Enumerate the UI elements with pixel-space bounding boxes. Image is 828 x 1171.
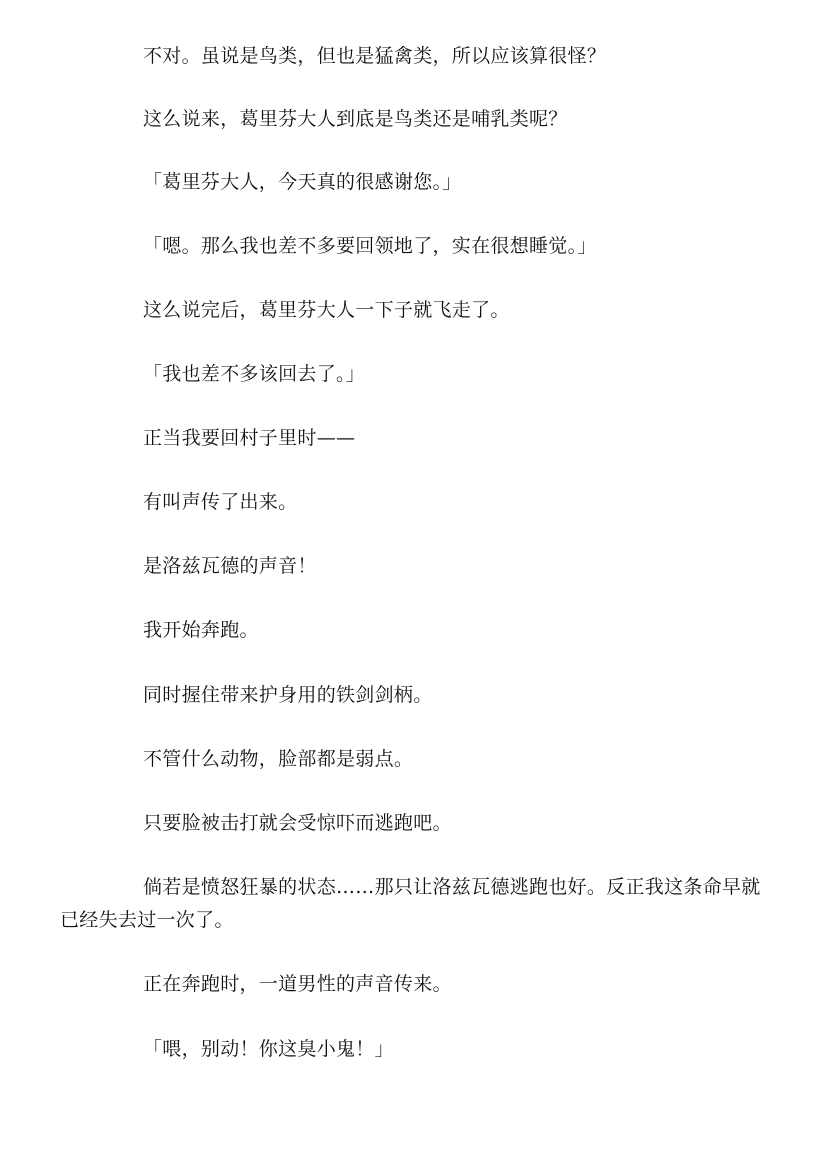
paragraph-7: 正当我要回村子里时—— bbox=[143, 427, 356, 449]
paragraph-16: 「喂，别动！你这臭小鬼！」 bbox=[143, 1038, 394, 1060]
paragraph-4: 「嗯。那么我也差不多要回领地了，实在很想睡觉。」 bbox=[143, 235, 597, 257]
paragraph-15: 正在奔跑时，一道男性的声音传来。 bbox=[143, 973, 452, 995]
paragraph-6: 「我也差不多该回去了。」 bbox=[143, 363, 366, 385]
paragraph-3: 「葛里芬大人，今天真的很感谢您。」 bbox=[143, 171, 462, 193]
paragraph-1: 不对。虽说是鸟类，但也是猛禽类，所以应该算很怪？ bbox=[143, 45, 607, 67]
paragraph-10: 我开始奔跑。 bbox=[143, 619, 259, 641]
paragraph-9: 是洛兹瓦德的声音！ bbox=[143, 555, 317, 577]
paragraph-2: 这么说来，葛里芬大人到底是鸟类还是哺乳类呢？ bbox=[143, 108, 568, 130]
paragraph-5: 这么说完后，葛里芬大人一下子就飞走了。 bbox=[143, 299, 510, 321]
paragraph-8: 有叫声传了出来。 bbox=[143, 491, 298, 513]
paragraph-11: 同时握住带来护身用的铁剑剑柄。 bbox=[143, 684, 433, 706]
paragraph-13: 只要脸被击打就会受惊吓而逃跑吧。 bbox=[143, 812, 452, 834]
paragraph-12: 不管什么动物，脸部都是弱点。 bbox=[143, 748, 414, 770]
paragraph-14: 倘若是愤怒狂暴的状态……那只让洛兹瓦德逃跑也好。反正我这条命早就已经失去过一次了。 bbox=[60, 876, 761, 931]
